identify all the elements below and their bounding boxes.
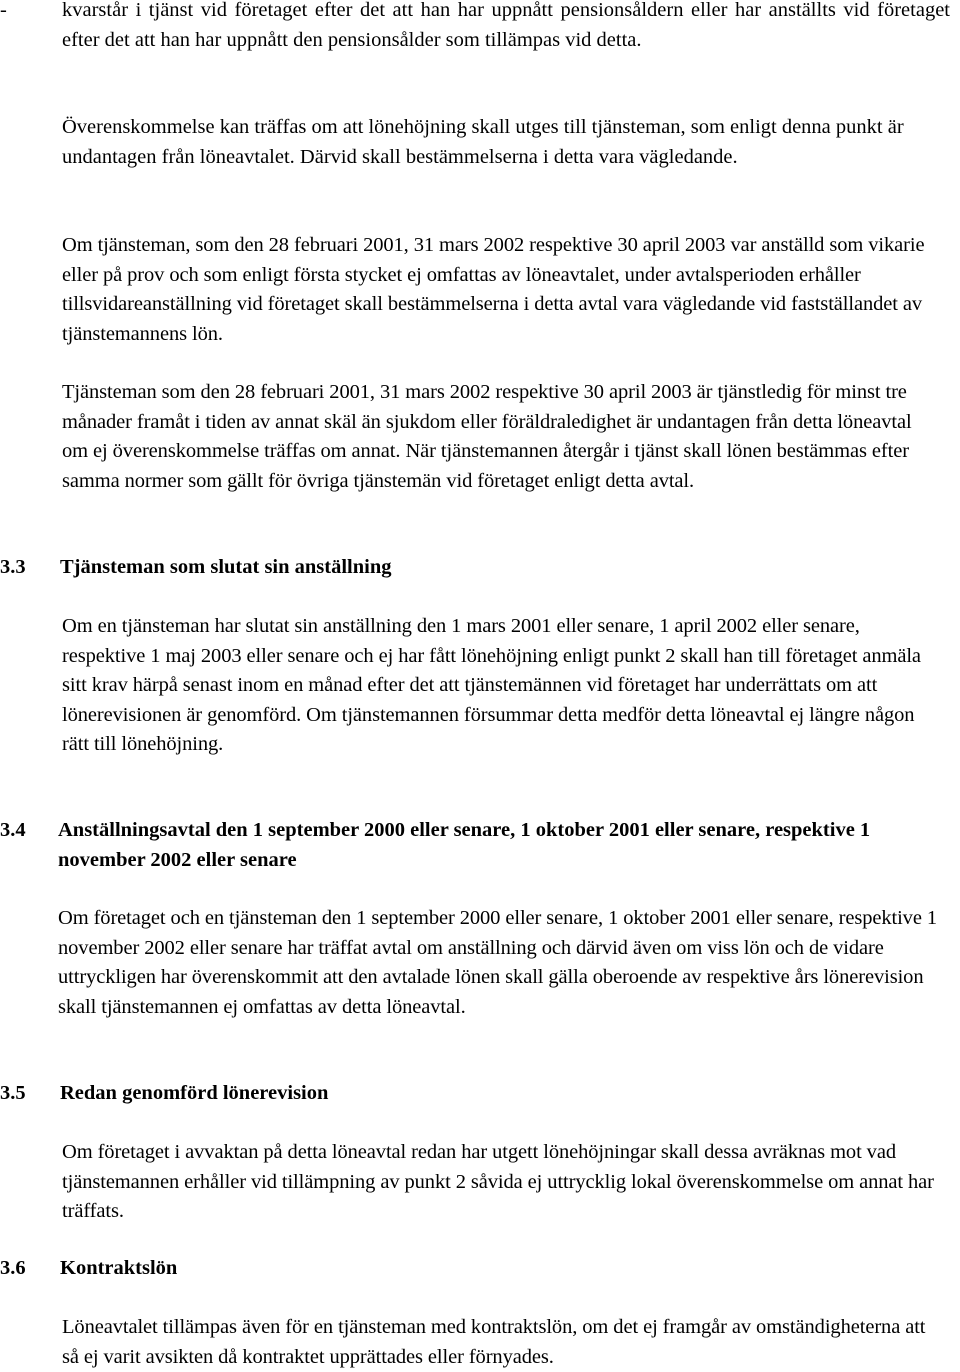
section-number: 3.5 [0,1082,26,1104]
bullet-dash: - [0,0,7,21]
section-title: Anställningsavtal den 1 september 2000 eller senare, 1 oktober 2001 eller senare, respektive 1 november 2002 eller senare [58,819,871,871]
paragraph-agreement: Överenskommelse kan träffas om att lönehöjning skall utges till tjänsteman, som enligt denna punkt är undantagen från löneavtalet. Därvid skall bestämmelserna i detta vara vägledande. [62,116,904,168]
section-title: Tjänsteman som slutat sin anställning [60,556,392,578]
section-body-3-5: Om företaget i avvaktan på detta löneavtal redan har utgett lönehöjningar skall dessa avräknas mot vad tjänstemannen erhåller vid tillämpning av punkt 2 såvida ej uttrycklig lokal överenskommelse om annat har träffats. [62,1141,934,1222]
bullet-item [0,0,950,55]
section-number: 3.3 [0,556,26,578]
section-number: 3.4 [0,819,26,841]
bullet-text: kvarstår i tjänst vid företaget efter det att han har uppnått pensionsåldern eller har anställts vid företaget efter det att han har uppnått den pensionsålder som tillämpas vid detta. [62,0,950,51]
section-title: Kontraktslön [60,1257,178,1279]
section-title: Redan genomförd lönerevision [60,1082,329,1104]
paragraph-leave: Tjänsteman som den 28 februari 2001, 31 mars 2002 respektive 30 april 2003 är tjänstledig för minst tre månader framåt i tiden av annat skäl än sjukdom eller föräldraledighet är undantagen från detta löneavtal om ej överenskommelse träffas om annat. När tjänstemannen återgår i tjänst skall lönen bestämmas efter samma normer som gällt för övriga tjänstemän vid företaget enligt detta avtal. [62,381,912,492]
section-body-3-6: Löneavtalet tillämpas även för en tjänsteman med kontraktslön, om det ej framgår av omständigheterna att så ej varit avsikten då kontraktet upprättades eller förnyades. [62,1316,926,1368]
section-heading-3-3 [0,553,950,583]
section-heading-3-5 [0,1079,950,1109]
section-number: 3.6 [0,1257,26,1279]
paragraph-substitute: Om tjänsteman, som den 28 februari 2001, 31 mars 2002 respektive 30 april 2003 var anställd som vikarie eller på prov och som enligt första stycket ej omfattas av löneavtalet, under avtalsperioden erhåller tillsvidareanställning vid företaget skall bestämmelserna i detta avtal vara vägledande vid fastställandet av tjänstemannens lön. [62,234,925,345]
section-body-3-4: Om företaget och en tjänsteman den 1 september 2000 eller senare, 1 oktober 2001 eller senare, respektive 1 november 2002 eller senare har träffat avtal om anställning och därvid även om viss lön och de vidare uttryckligen har överenskommit att den avtalade lönen skall gälla oberoende av respektive års lönerevision skall tjänstemannen ej omfattas av detta löneavtal. [58,907,938,1018]
section-heading-3-6 [0,1254,950,1284]
section-heading-3-4 [0,816,950,875]
section-body-3-3: Om en tjänsteman har slutat sin anställning den 1 mars 2001 eller senare, 1 april 2002 eller senare, respektive 1 maj 2003 eller senare och ej har fått lönehöjning enligt punkt 2 skall han till företaget anmäla sitt krav härpå senast inom en månad efter det att tjänstemännen vid företaget har underrättats om att lönerevisionen är genomförd. Om tjänstemannen försummar detta medför detta löneavtal ej längre någon rätt till lönehöjning. [62,615,921,755]
